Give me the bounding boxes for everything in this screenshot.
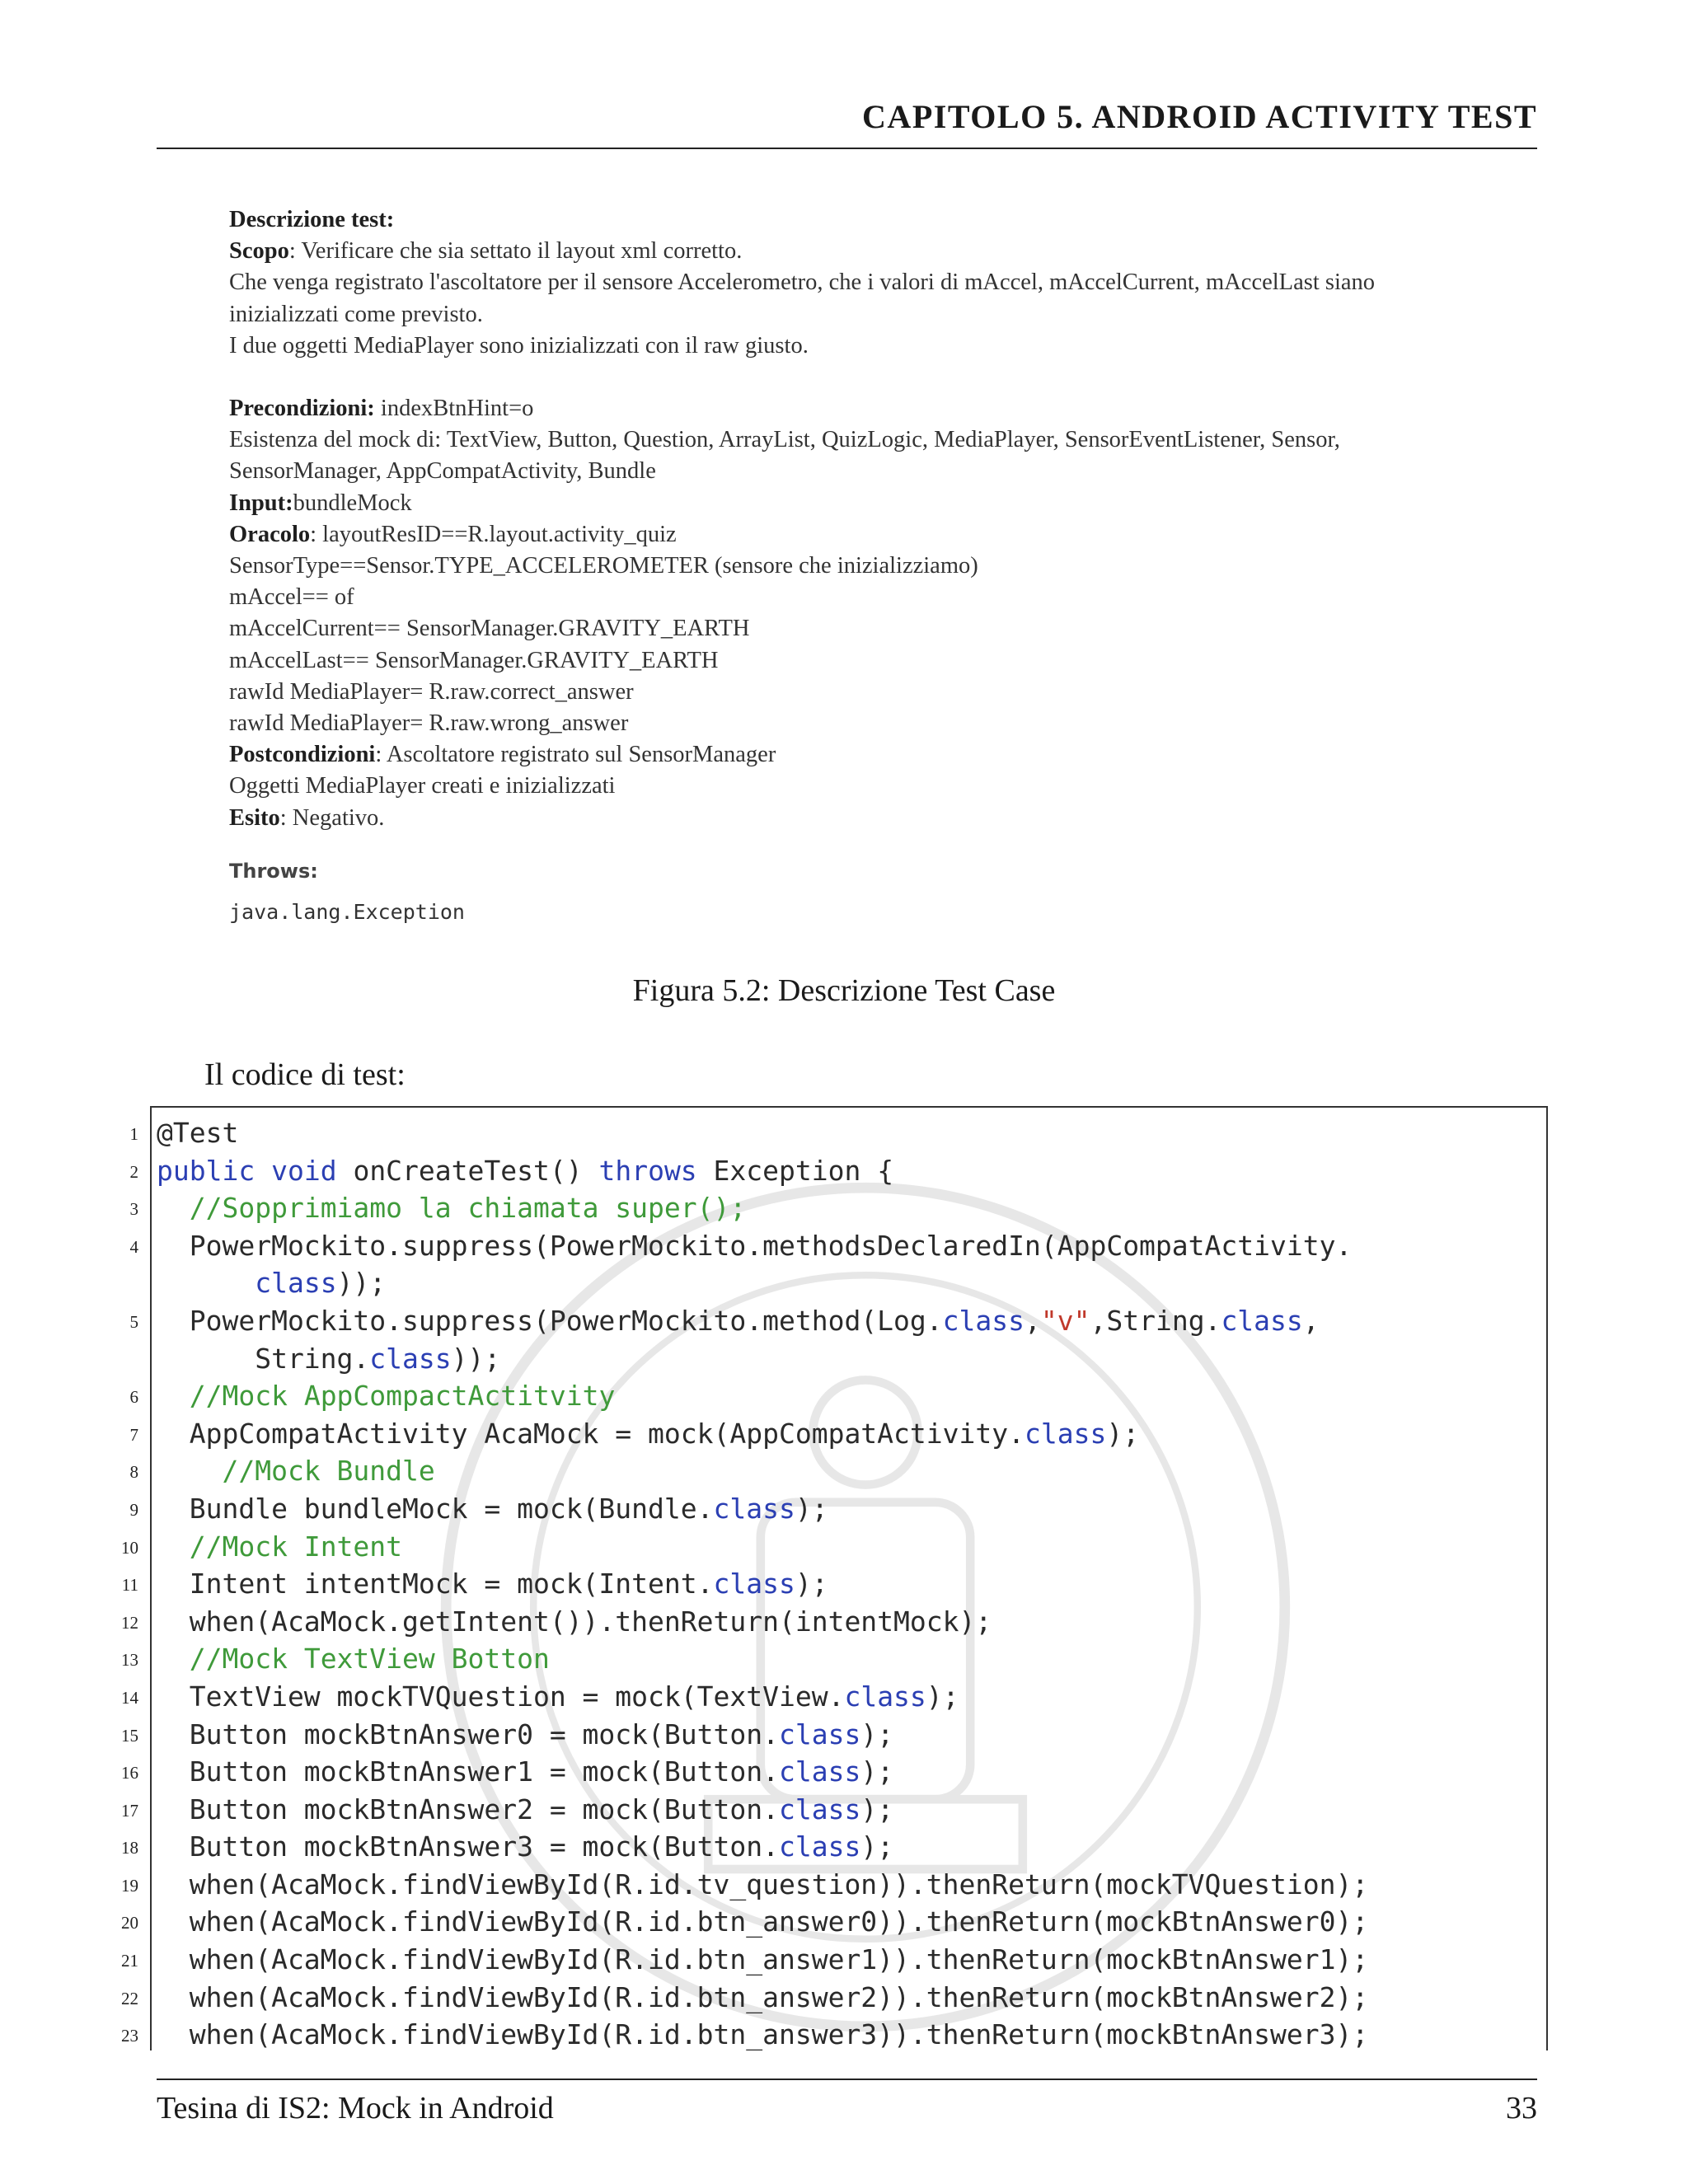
line-number: 22: [121, 1988, 138, 2008]
code-text: [157, 1568, 828, 1600]
code-text: [157, 1868, 1368, 1900]
test-description-figure: [229, 204, 1515, 928]
code-text: [157, 1530, 402, 1563]
code-line: [129, 1114, 1550, 1152]
code-text: [157, 1455, 435, 1487]
code-token: TextView mockTVQuestion = mock(TextView.: [157, 1680, 845, 1713]
oracle-line-6: rawId MediaPlayer= R.raw.correct_answer: [229, 678, 634, 705]
scope-line: Scopo: Verificare che sia settato il layout xml corretto.: [229, 238, 743, 265]
code-token: );: [860, 1830, 894, 1863]
line-number: 3: [129, 1199, 138, 1220]
code-text: [157, 1155, 893, 1187]
code-line: [129, 1189, 1550, 1227]
code-text: [157, 1905, 1368, 1938]
line-number: 23: [121, 2026, 138, 2046]
code-token: );: [860, 1718, 894, 1750]
code-token: );: [795, 1492, 828, 1525]
code-token: ,String.: [1090, 1304, 1221, 1337]
code-token: PowerMockito.suppress(PowerMockito.method(Log.: [157, 1304, 943, 1337]
code-line: [121, 1640, 1550, 1678]
code-text: [157, 1418, 1139, 1450]
line-number: 10: [121, 1537, 138, 1558]
page-footer: [157, 2079, 1537, 2126]
code-line: [157, 1264, 1550, 1302]
line-number: 21: [121, 1951, 138, 1971]
code-text: [157, 1943, 1368, 1975]
code-keyword: class: [1221, 1304, 1303, 1337]
code-text: [157, 1718, 893, 1750]
code-token: );: [860, 1793, 894, 1825]
code-text: [157, 1981, 1368, 2013]
code-text: [157, 1830, 893, 1863]
code-line: [129, 1302, 1550, 1340]
code-keyword: class: [844, 1680, 926, 1713]
figure-title: Descrizione test:: [229, 207, 395, 232]
code-line: [129, 1152, 1550, 1190]
code-text: [157, 1267, 386, 1299]
throws-value: java.lang.Exception: [229, 900, 465, 925]
line-number: 20: [121, 1913, 138, 1933]
code-keyword: class: [778, 1830, 861, 1863]
code-text: [157, 1793, 893, 1825]
code-line: [121, 2016, 1550, 2054]
code-keyword: class: [778, 1718, 861, 1750]
code-text: [157, 2018, 1368, 2050]
preconditions-line: Precondizioni: indexBtnHint=o: [229, 396, 534, 422]
code-comment: //Mock TextView Botton: [189, 1643, 550, 1675]
code-line: [121, 1979, 1550, 2017]
figure-caption: Figura 5.2: Descrizione Test Case: [632, 973, 1056, 1008]
code-line: [121, 1565, 1550, 1603]
code-token: Button mockBtnAnswer1 = mock(Button.: [157, 1755, 779, 1788]
code-comment: //Mock Intent: [189, 1530, 403, 1563]
code-comment: //Mock AppCompactActitvity: [189, 1380, 616, 1413]
code-token: [157, 1643, 190, 1675]
outcome-line: Esito: Negativo.: [229, 804, 385, 831]
line-number: 8: [129, 1462, 138, 1483]
code-token: when(AcaMock.findViewById(R.id.tv_question)).thenReturn(mockTVQuestion);: [157, 1868, 1369, 1900]
line-number: 15: [121, 1725, 138, 1746]
code-line: [121, 1753, 1550, 1791]
code-line: [121, 1941, 1550, 1979]
code-text: [157, 1343, 500, 1375]
intro-text: Il codice di test:: [204, 1057, 406, 1092]
code-keyword: public: [157, 1154, 256, 1187]
code-line: [121, 1903, 1550, 1941]
code-line: [129, 1377, 1550, 1415]
oracle-line-3: mAccel== of: [229, 584, 354, 611]
code-text: [157, 1380, 615, 1412]
line-number: 1: [129, 1124, 138, 1144]
line-number: 12: [121, 1612, 138, 1633]
code-line: [121, 1828, 1550, 1866]
code-token: ));: [451, 1342, 501, 1375]
line-number: 13: [121, 1650, 138, 1671]
line-number: 11: [121, 1575, 138, 1596]
code-token: Button mockBtnAnswer0 = mock(Button.: [157, 1718, 779, 1750]
postconditions-line-2: Oggetti MediaPlayer creati e inizializzati: [229, 773, 616, 799]
code-text: [157, 1493, 828, 1525]
oracle-line-2: SensorType==Sensor.TYPE_ACCELEROMETER (sensore che inizializziamo): [229, 553, 978, 579]
code-token: when(AcaMock.findViewById(R.id.btn_answer0)).thenReturn(mockBtnAnswer0);: [157, 1905, 1369, 1938]
footer-title: Tesina di IS2: Mock in Android: [157, 2091, 554, 2125]
line-number: 18: [121, 1838, 138, 1858]
code-keyword: class: [942, 1304, 1025, 1337]
code-text: [157, 1117, 238, 1149]
code-text: [157, 1680, 959, 1713]
line-number: 17: [121, 1800, 138, 1821]
code-token: ,: [1025, 1304, 1041, 1337]
code-token: Exception {: [696, 1154, 894, 1187]
code-line: [121, 1716, 1550, 1754]
input-line: Input:bundleMock: [229, 490, 412, 516]
code-comment: //Mock Bundle: [222, 1455, 435, 1488]
oracle-line: Oracolo: layoutResID==R.layout.activity_quiz: [229, 521, 677, 547]
code-text: [157, 1305, 1320, 1337]
code-token: @Test: [157, 1117, 239, 1149]
line-number: 19: [121, 1875, 138, 1896]
code-line: [129, 1490, 1550, 1528]
line-number: 5: [129, 1311, 138, 1332]
code-line: [129, 1227, 1550, 1265]
code-line: [129, 1415, 1550, 1453]
code-line: [157, 1340, 1550, 1378]
code-listing: [121, 1114, 1550, 2054]
postconditions-line: Postcondizioni: Ascoltatore registrato sul SensorManager: [229, 742, 776, 768]
code-token: onCreateTest(): [336, 1154, 599, 1187]
code-token: Intent intentMock = mock(Intent.: [157, 1568, 714, 1601]
code-token: ));: [336, 1267, 387, 1300]
code-token: AppCompatActivity AcaMock = mock(AppCompatActivity.: [157, 1417, 1025, 1450]
code-line: [121, 1791, 1550, 1829]
page-number: 33: [1506, 2091, 1537, 2125]
code-token: [157, 1267, 255, 1299]
code-text: [157, 1192, 746, 1224]
code-token: [157, 1380, 190, 1412]
code-token: [157, 1455, 222, 1487]
line-number: 14: [121, 1687, 138, 1708]
code-comment: //Sopprimiamo la chiamata super();: [189, 1192, 747, 1225]
code-keyword: void: [271, 1154, 337, 1187]
scope-line-4: I due oggetti MediaPlayer sono inizializzati con il raw giusto.: [229, 332, 809, 359]
code-line: [121, 1678, 1550, 1716]
code-text: [157, 1605, 992, 1638]
code-token: );: [926, 1680, 959, 1713]
line-number: 6: [129, 1387, 138, 1408]
code-text: [157, 1755, 893, 1788]
code-token: Bundle bundleMock = mock(Bundle.: [157, 1492, 714, 1525]
code-token: [255, 1155, 271, 1187]
preconditions-line-3: SensorManager, AppCompatActivity, Bundle: [229, 458, 656, 485]
throws-label: Throws:: [229, 859, 318, 883]
code-keyword: throws: [598, 1154, 697, 1187]
code-token: when(AcaMock.findViewById(R.id.btn_answer2)).thenReturn(mockBtnAnswer2);: [157, 1980, 1369, 2013]
code-line: [129, 1452, 1550, 1490]
code-keyword: class: [1025, 1417, 1107, 1450]
line-number: 2: [129, 1161, 138, 1182]
code-token: );: [1106, 1417, 1140, 1450]
code-keyword: class: [713, 1492, 795, 1525]
code-keyword: class: [778, 1793, 861, 1825]
code-token: Button mockBtnAnswer2 = mock(Button.: [157, 1793, 779, 1825]
preconditions-line-2: Esistenza del mock di: TextView, Button, Question, ArrayList, QuizLogic, MediaPlayer, SensorEventListener, Sensor,: [229, 427, 1340, 453]
code-token: when(AcaMock.findViewById(R.id.btn_answer1)).thenReturn(mockBtnAnswer1);: [157, 1943, 1369, 1976]
code-token: when(AcaMock.findViewById(R.id.btn_answer3)).thenReturn(mockBtnAnswer3);: [157, 2018, 1369, 2051]
code-token: when(AcaMock.getIntent()).thenReturn(intentMock);: [157, 1605, 992, 1638]
code-token: PowerMockito.suppress(PowerMockito.methodsDeclaredIn(AppCompatActivity.: [157, 1229, 1353, 1262]
line-number: 9: [129, 1499, 138, 1520]
code-keyword: class: [778, 1755, 861, 1788]
code-text: [157, 1643, 550, 1675]
code-token: );: [795, 1568, 828, 1601]
line-number: 16: [121, 1763, 138, 1783]
code-token: );: [860, 1755, 894, 1788]
oracle-line-4: mAccelCurrent== SensorManager.GRAVITY_EARTH: [229, 616, 750, 642]
code-token: Button mockBtnAnswer3 = mock(Button.: [157, 1830, 779, 1863]
scope-line-2: Che venga registrato l'ascoltatore per il sensore Accelerometro, che i valori di mAccel, mAccelCurrent, mAccelLast siano: [229, 269, 1376, 296]
line-number: 7: [129, 1424, 138, 1445]
code-keyword: class: [369, 1342, 452, 1375]
oracle-line-5: mAccelLast== SensorManager.GRAVITY_EARTH: [229, 647, 719, 673]
code-token: [157, 1530, 190, 1563]
oracle-line-7: rawId MediaPlayer= R.raw.wrong_answer: [229, 710, 629, 737]
code-line: [121, 1528, 1550, 1566]
code-string: "v": [1040, 1304, 1090, 1337]
code-text: [157, 1230, 1352, 1262]
line-number: 4: [129, 1236, 138, 1257]
code-keyword: class: [255, 1267, 337, 1300]
scope-line-3: inizializzati come previsto.: [229, 301, 483, 327]
code-token: String.: [157, 1342, 370, 1375]
code-token: ,: [1302, 1304, 1320, 1337]
code-token: [157, 1192, 190, 1224]
page-header: CAPITOLO 5. ANDROID ACTIVITY TEST: [157, 97, 1537, 149]
code-keyword: class: [713, 1568, 795, 1601]
code-line: [121, 1603, 1550, 1641]
code-line: [121, 1866, 1550, 1904]
